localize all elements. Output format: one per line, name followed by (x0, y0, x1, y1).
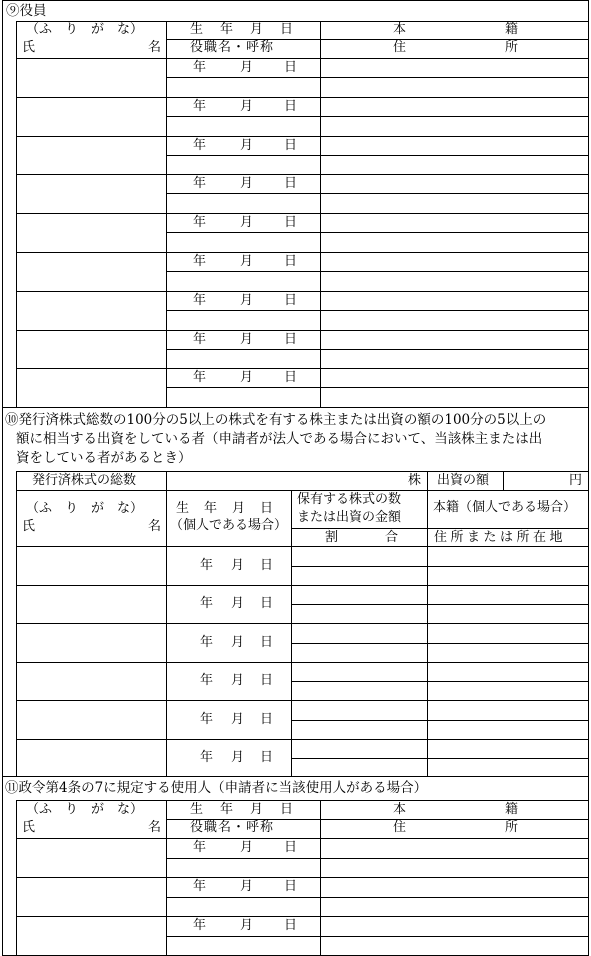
row-subdivider (166, 193, 588, 194)
title-header: 役職名・呼称 (190, 40, 275, 55)
date-year-label: 年 (193, 60, 207, 75)
date-day-label: 日 (284, 292, 298, 308)
yen-unit: 円 (569, 473, 583, 488)
date-day-label: 日 (284, 840, 298, 855)
domicile-field[interactable] (321, 878, 587, 897)
address-field[interactable] (428, 721, 587, 739)
furigana-label: （ふ り が な） (26, 22, 144, 37)
title-field[interactable] (167, 233, 319, 252)
furigana-label: （ふ り が な） (26, 501, 144, 516)
domicile-field[interactable] (428, 663, 587, 681)
name-field[interactable] (17, 214, 165, 252)
address-field[interactable] (321, 388, 587, 407)
address-field[interactable] (321, 311, 587, 330)
date-day-label: 日 (284, 60, 298, 75)
date-month-label: 月 (240, 370, 254, 386)
ratio-field[interactable] (292, 567, 426, 585)
date-month-label: 月 (240, 215, 254, 231)
outer-border-left (2, 0, 3, 956)
domicile-field[interactable] (321, 331, 587, 349)
total-shares-value[interactable] (168, 472, 406, 489)
domicile-field[interactable] (321, 292, 587, 310)
address-field[interactable] (321, 233, 587, 252)
date-day-label: 日 (284, 254, 298, 269)
date-month-label: 月 (231, 635, 245, 650)
date-day-label: 日 (260, 673, 274, 688)
date-year-label: 年 (193, 292, 207, 308)
domicile-header: 籍 (505, 802, 519, 817)
title-field[interactable] (167, 937, 319, 955)
row-subdivider (166, 858, 588, 859)
ratio-header: 合 (385, 530, 399, 545)
date-month-label: 月 (231, 558, 245, 573)
section10-title: 額に相当する出資をしている者（申請者が法人である場合において、当該株主または出 (16, 431, 543, 447)
name-field[interactable] (17, 624, 165, 662)
column-divider (503, 471, 504, 490)
date-year-label: 年 (193, 215, 207, 231)
date-day-label: 日 (284, 215, 298, 231)
name-field[interactable] (17, 137, 165, 175)
investment-value[interactable] (505, 472, 565, 489)
holding-field[interactable] (292, 586, 426, 604)
date-year-label: 年 (193, 918, 207, 933)
title-header: 役職名・呼称 (190, 820, 275, 835)
date-year-label: 年 (193, 254, 207, 269)
name-label: 氏 (22, 820, 36, 835)
title-field[interactable] (167, 117, 319, 136)
address-field[interactable] (321, 859, 587, 877)
date-month-label: 月 (240, 331, 254, 347)
address-header: 住 (393, 820, 407, 835)
name-field[interactable] (17, 331, 165, 369)
row-subdivider (291, 681, 588, 682)
date-month-label: 月 (231, 750, 245, 765)
date-year-label: 年 (193, 176, 207, 192)
date-month-label: 月 (240, 176, 254, 192)
date-year-label: 年 (193, 370, 207, 386)
investment-label: 出資の額 (437, 473, 490, 488)
domicile-field[interactable] (428, 740, 587, 758)
furigana-label: （ふ り が な） (26, 802, 144, 817)
row-subdivider (291, 758, 588, 759)
birthdate-note: （個人である場合） (170, 518, 288, 533)
title-field[interactable] (167, 311, 319, 330)
domicile-header: 本 (393, 22, 407, 37)
date-year-label: 年 (193, 331, 207, 347)
row-subdivider (166, 155, 588, 156)
date-day-label: 日 (284, 137, 298, 153)
name-field[interactable] (17, 663, 165, 700)
name-field[interactable] (17, 547, 165, 585)
date-year-label: 年 (200, 596, 214, 611)
address-field[interactable] (321, 272, 587, 291)
address-field[interactable] (321, 194, 587, 213)
name-field[interactable] (17, 253, 165, 291)
name-label: 氏 (22, 519, 36, 534)
date-day-label: 日 (260, 558, 274, 573)
name-field[interactable] (17, 740, 165, 777)
name-label: 名 (148, 519, 162, 534)
name-label: 名 (148, 820, 162, 835)
date-day-label: 日 (260, 635, 274, 650)
table-border (16, 800, 588, 801)
birthdate-header: 生 年 月 日 (190, 802, 296, 817)
date-day-label: 日 (284, 331, 298, 347)
date-day-label: 日 (260, 750, 274, 765)
address-field[interactable] (428, 759, 587, 777)
name-field[interactable] (17, 586, 165, 623)
date-month-label: 月 (231, 596, 245, 611)
domicile-field[interactable] (321, 253, 587, 271)
address-field[interactable] (321, 78, 587, 97)
row-subdivider (166, 897, 588, 898)
title-field[interactable] (167, 156, 319, 175)
address-field[interactable] (321, 937, 587, 955)
total-shares-label: 発行済株式の総数 (32, 473, 137, 488)
row-subdivider (166, 310, 588, 311)
address-field[interactable] (428, 644, 587, 662)
date-year-label: 年 (200, 673, 214, 688)
date-month-label: 月 (240, 292, 254, 308)
name-field[interactable] (17, 917, 165, 955)
domicile-field[interactable] (321, 175, 587, 193)
domicile-field[interactable] (321, 137, 587, 155)
title-field[interactable] (167, 78, 319, 97)
address-field[interactable] (428, 567, 587, 585)
title-field[interactable] (167, 194, 319, 213)
ratio-field[interactable] (292, 759, 426, 777)
date-month-label: 月 (240, 918, 254, 933)
name-label: 名 (148, 40, 162, 55)
shares-unit: 株 (408, 473, 422, 488)
section10-title: 資をしている者があるとき） (16, 450, 192, 466)
domicile-field[interactable] (321, 59, 587, 77)
birthdate-header: 生 年 月 日 (176, 501, 275, 516)
ratio-field[interactable] (292, 605, 426, 623)
date-day-label: 日 (284, 98, 298, 114)
date-day-label: 日 (284, 879, 298, 894)
holding-field[interactable] (292, 624, 426, 643)
name-field[interactable] (17, 878, 165, 916)
row-subdivider (291, 566, 588, 567)
outer-border-right (588, 0, 589, 956)
address-field[interactable] (321, 117, 587, 136)
date-month-label: 月 (240, 840, 254, 855)
total-row-bottom (16, 490, 588, 491)
section11-title: ⑪政令第4条の7に規定する使用人（申請者に当該使用人がある場合） (5, 780, 428, 796)
header-subdivider (291, 528, 588, 529)
date-day-label: 日 (284, 370, 298, 386)
domicile-header: 本 (393, 802, 407, 817)
row-subdivider (166, 271, 588, 272)
date-month-label: 月 (231, 673, 245, 688)
domicile-field[interactable] (428, 624, 587, 643)
address-field[interactable] (428, 605, 587, 623)
domicile-header: 籍 (505, 22, 519, 37)
row-subdivider (166, 77, 588, 78)
date-year-label: 年 (200, 635, 214, 650)
address-field[interactable] (428, 682, 587, 700)
holding-field[interactable] (292, 663, 426, 681)
ratio-field[interactable] (292, 721, 426, 739)
holding-field[interactable] (292, 547, 426, 566)
date-month-label: 月 (240, 60, 254, 75)
domicile-field[interactable] (321, 98, 587, 116)
date-month-label: 月 (231, 712, 245, 727)
date-year-label: 年 (193, 137, 207, 153)
domicile-field[interactable] (428, 547, 587, 566)
domicile-field[interactable] (321, 917, 587, 936)
domicile-field[interactable] (428, 701, 587, 720)
date-month-label: 月 (240, 98, 254, 114)
title-field[interactable] (167, 859, 319, 877)
address-header: 所 (505, 820, 519, 835)
name-field[interactable] (17, 292, 165, 330)
row-subdivider (166, 387, 588, 388)
row-subdivider (291, 643, 588, 644)
date-day-label: 日 (260, 596, 274, 611)
name-field[interactable] (17, 175, 165, 213)
date-month-label: 月 (240, 254, 254, 269)
domicile-header: 本籍（個人である場合） (433, 500, 577, 515)
birthdate-header: 生 年 月 日 (190, 22, 296, 37)
date-year-label: 年 (193, 98, 207, 114)
name-field[interactable] (17, 98, 165, 136)
address-header: 住所または所在地 (434, 530, 567, 545)
date-year-label: 年 (200, 712, 214, 727)
address-header: 所 (505, 40, 519, 55)
section9-title: ⑨役員 (6, 3, 47, 19)
title-field[interactable] (167, 388, 319, 407)
row-subdivider (166, 116, 588, 117)
row-subdivider (166, 349, 588, 350)
name-field[interactable] (17, 59, 165, 97)
row-subdivider (291, 604, 588, 605)
outer-border-top (2, 0, 589, 1)
date-year-label: 年 (200, 750, 214, 765)
date-year-label: 年 (193, 879, 207, 894)
column-divider (166, 800, 167, 956)
row-subdivider (291, 720, 588, 721)
holding-header: または出資の金額 (297, 510, 402, 525)
holding-field[interactable] (292, 701, 426, 720)
ratio-header: 割 (325, 530, 339, 545)
ratio-field[interactable] (292, 682, 426, 700)
address-field[interactable] (321, 350, 587, 369)
address-field[interactable] (321, 898, 587, 916)
name-field[interactable] (17, 369, 165, 407)
name-label: 氏 (22, 40, 36, 55)
domicile-field[interactable] (321, 214, 587, 232)
date-day-label: 日 (284, 176, 298, 192)
ratio-field[interactable] (292, 644, 426, 662)
domicile-field[interactable] (321, 839, 587, 858)
holding-header: 保有する株式の数 (297, 492, 402, 507)
row-subdivider (166, 936, 588, 937)
title-field[interactable] (167, 350, 319, 369)
title-field[interactable] (167, 898, 319, 916)
row-subdivider (166, 232, 588, 233)
date-day-label: 日 (260, 712, 274, 727)
title-field[interactable] (167, 272, 319, 291)
date-month-label: 月 (240, 879, 254, 894)
domicile-field[interactable] (321, 369, 587, 387)
name-field[interactable] (17, 701, 165, 739)
date-day-label: 日 (284, 918, 298, 933)
address-field[interactable] (321, 156, 587, 175)
name-field[interactable] (17, 839, 165, 877)
section10-title: ⑩発行済株式総数の100分の5以上の株式を有する株主または出資の額の100分の5以上の (5, 412, 547, 428)
date-year-label: 年 (200, 558, 214, 573)
domicile-field[interactable] (428, 586, 587, 604)
date-year-label: 年 (193, 840, 207, 855)
address-header: 住 (393, 40, 407, 55)
date-month-label: 月 (240, 137, 254, 153)
holding-field[interactable] (292, 740, 426, 758)
column-divider (166, 471, 167, 777)
